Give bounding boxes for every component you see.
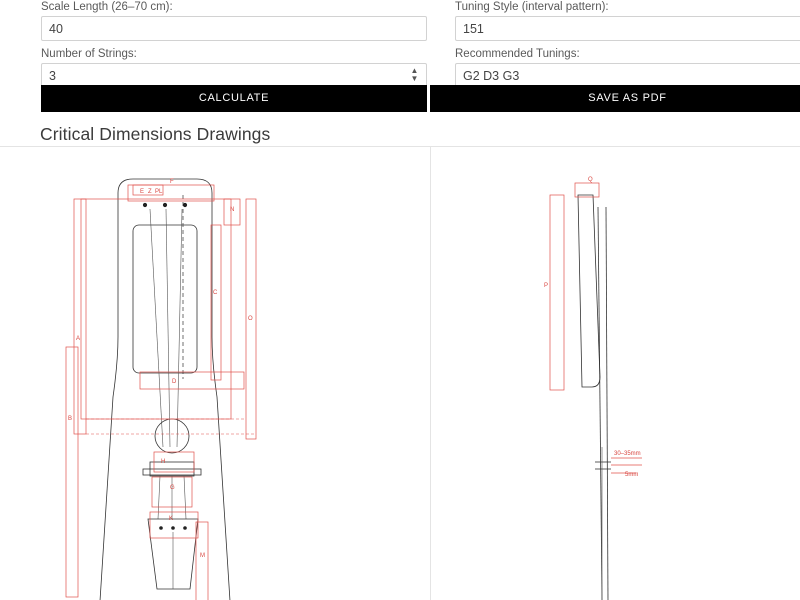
- dim-label-P: P: [544, 283, 549, 289]
- number-of-strings-label: Number of Strings:: [41, 48, 137, 60]
- scale-length-input[interactable]: [41, 16, 427, 41]
- calculate-button[interactable]: CALCULATE: [41, 85, 427, 112]
- dim-label-F: F: [170, 179, 174, 185]
- dim-label-H: H: [161, 459, 166, 465]
- dim-label-PL: PL: [155, 189, 163, 195]
- annotation-neck-thickness: 30–35mm: [614, 451, 641, 457]
- dim-label-C: C: [213, 290, 218, 296]
- dim-label-Z: Z: [148, 189, 152, 195]
- dim-label-E: E: [140, 189, 145, 195]
- dim-label-D: D: [172, 379, 177, 385]
- dim-label-G: G: [170, 485, 175, 491]
- front-view-drawing: [0, 147, 430, 600]
- dim-label-K: K: [169, 516, 174, 522]
- tuning-style-input[interactable]: [455, 16, 800, 41]
- stepper-arrows-icon[interactable]: ▲ ▼: [410, 66, 419, 83]
- scale-length-label: Scale Length (26–70 cm):: [41, 1, 173, 13]
- dim-label-N: N: [230, 207, 235, 213]
- drawings-area: [0, 146, 800, 600]
- dim-label-O: O: [248, 316, 253, 322]
- save-as-pdf-button[interactable]: SAVE AS PDF: [430, 85, 800, 112]
- dim-label-A: A: [76, 336, 81, 342]
- dim-label-Q: Q: [588, 177, 593, 183]
- dim-label-B: B: [68, 416, 73, 422]
- tuning-style-label: Tuning Style (interval pattern):: [455, 1, 609, 13]
- recommended-tunings-label: Recommended Tunings:: [455, 48, 580, 60]
- form-column-right: [455, 0, 800, 88]
- side-view-drawing: [430, 147, 800, 600]
- dim-label-M: M: [200, 553, 205, 559]
- form-column-left: [41, 0, 427, 88]
- section-title: Critical Dimensions Drawings: [40, 124, 271, 144]
- annotation-bridge-height: 5mm: [625, 472, 639, 478]
- form-area: [0, 0, 800, 118]
